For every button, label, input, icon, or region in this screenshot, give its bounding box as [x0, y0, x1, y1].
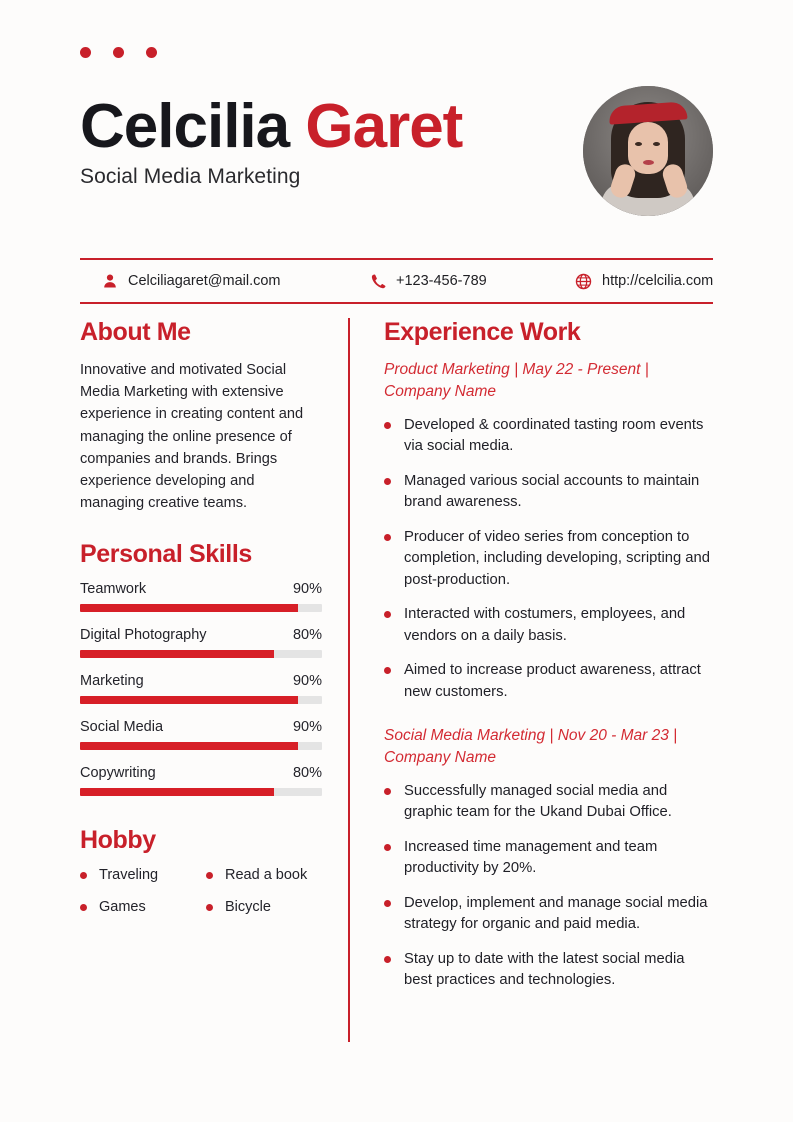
right-column [350, 318, 713, 1042]
hobby-item [80, 899, 206, 915]
contact-website-text: http://celcilia.com [602, 273, 714, 289]
hobby-label: Read a book [225, 867, 308, 884]
skill-bar-track [80, 650, 322, 658]
list-item [384, 604, 713, 647]
list-item [384, 781, 713, 824]
list-item-text: Aimed to increase product awareness, attract new customers. [404, 662, 701, 700]
list-item [384, 837, 713, 880]
skill-item [80, 581, 322, 612]
skill-item [80, 765, 322, 796]
skill-label: Social Media [80, 719, 164, 736]
experience-entry [384, 725, 713, 992]
list-item [384, 527, 713, 591]
hobby-label: Games [99, 899, 146, 916]
contact-phone-text: +123-456-789 [396, 273, 487, 289]
skill-item [80, 627, 322, 658]
contact-email-text: Celciliagaret@mail.com [128, 273, 281, 289]
experience-bullet-list [384, 781, 713, 992]
list-item-text: Stay up to date with the latest social media best practices and technologies. [404, 950, 685, 989]
experience-heading: Product Marketing | May 22 - Present | Company Name [384, 361, 649, 400]
hobby-grid [80, 867, 322, 915]
avatar-eye-left [635, 142, 642, 146]
skill-bar-fill [80, 650, 274, 658]
bullet-icon [206, 872, 213, 879]
contact-phone[interactable] [350, 273, 555, 289]
list-item-text: Increased time management and team productivity by 20%. [404, 838, 658, 877]
skill-header [80, 627, 322, 643]
bullet-icon [80, 904, 87, 911]
skill-bar-track [80, 788, 322, 796]
left-column [80, 318, 348, 1042]
decorative-dots [80, 47, 157, 58]
list-item [384, 471, 713, 514]
skill-bar-fill [80, 788, 274, 796]
person-icon [102, 273, 118, 289]
bullet-icon [384, 667, 391, 674]
skill-bar-track [80, 604, 322, 612]
skill-bar-track [80, 742, 322, 750]
bullet-icon [384, 956, 391, 963]
skill-label: Digital Photography [80, 627, 207, 644]
hobby-item [206, 899, 322, 915]
avatar-face [628, 122, 668, 174]
skill-value: 90% [292, 719, 322, 736]
bullet-icon [384, 534, 391, 541]
globe-icon [575, 273, 592, 290]
list-item-text: Interacted with costumers, employees, and vendors on a daily basis. [404, 606, 686, 644]
skills-title: Personal Skills [80, 540, 252, 569]
list-item-text: Managed various social accounts to maintain brand awareness. [404, 472, 700, 511]
list-item [384, 893, 713, 936]
skill-header [80, 765, 322, 781]
skill-header [80, 719, 322, 735]
about-title: About Me [80, 318, 191, 346]
skill-label: Teamwork [80, 581, 147, 598]
avatar [583, 86, 713, 216]
dot-2 [113, 47, 124, 58]
experience-title: Experience Work [384, 318, 581, 346]
bullet-icon [384, 422, 391, 429]
skill-header [80, 581, 322, 597]
bullet-icon [384, 844, 391, 851]
dot-3 [146, 47, 157, 58]
list-item-text: Producer of video series from conception to completion, including developing, scripting and post-production. [404, 528, 710, 588]
content-columns [80, 318, 713, 1042]
experience-heading: Social Media Marketing | Nov 20 - Mar 23 | Company Name [384, 726, 678, 766]
name-block [80, 86, 462, 189]
header [80, 86, 713, 216]
avatar-eye-right [653, 142, 660, 146]
list-item [384, 415, 713, 458]
bullet-icon [80, 872, 87, 879]
about-section [80, 318, 322, 514]
skill-label: Marketing [80, 673, 144, 690]
hobby-label: Traveling [99, 867, 159, 884]
contact-email[interactable] [80, 273, 350, 289]
bullet-icon [384, 788, 391, 795]
hobby-section [80, 826, 322, 915]
dot-1 [80, 47, 91, 58]
experience-entry [384, 359, 713, 703]
skill-value: 90% [292, 673, 322, 690]
last-name: Garet [305, 92, 463, 161]
hobby-item [206, 867, 322, 883]
contact-website[interactable] [555, 273, 713, 290]
contact-bar [80, 258, 713, 304]
list-item-text: Develop, implement and manage social media strategy for organic and paid media. [404, 894, 708, 933]
skill-value: 90% [292, 581, 322, 598]
skill-bar-track [80, 696, 322, 704]
skill-bar-fill [80, 696, 298, 704]
about-text: Innovative and motivated Social Media Marketing with extensive experience in creating content and managing the online presence of companies and brands. Brings experience developing and managing creative teams. [80, 362, 304, 512]
bullet-icon [384, 478, 391, 485]
bullet-icon [384, 611, 391, 618]
bullet-icon [206, 904, 213, 911]
skill-value: 80% [292, 627, 322, 644]
skill-bar-fill [80, 604, 298, 612]
hobby-item [80, 867, 206, 883]
phone-icon [370, 273, 386, 289]
job-role: Social Media Marketing [80, 165, 301, 189]
hobby-title: Hobby [80, 826, 156, 855]
avatar-lips [643, 160, 654, 165]
first-name: Celcilia [80, 92, 290, 161]
list-item [384, 660, 713, 703]
skills-section [80, 540, 322, 796]
skill-value: 80% [292, 765, 322, 782]
skill-label: Copywriting [80, 765, 156, 782]
skill-item [80, 673, 322, 704]
skill-bar-fill [80, 742, 298, 750]
experience-bullet-list [384, 415, 713, 703]
list-item [384, 949, 713, 992]
page-title [80, 94, 462, 159]
skill-item [80, 719, 322, 750]
list-item-text: Developed & coordinated tasting room events via social media. [404, 417, 704, 455]
hobby-label: Bicycle [225, 899, 271, 916]
list-item-text: Successfully managed social media and graphic team for the Ukand Dubai Office. [404, 782, 672, 821]
bullet-icon [384, 900, 391, 907]
skill-header [80, 673, 322, 689]
